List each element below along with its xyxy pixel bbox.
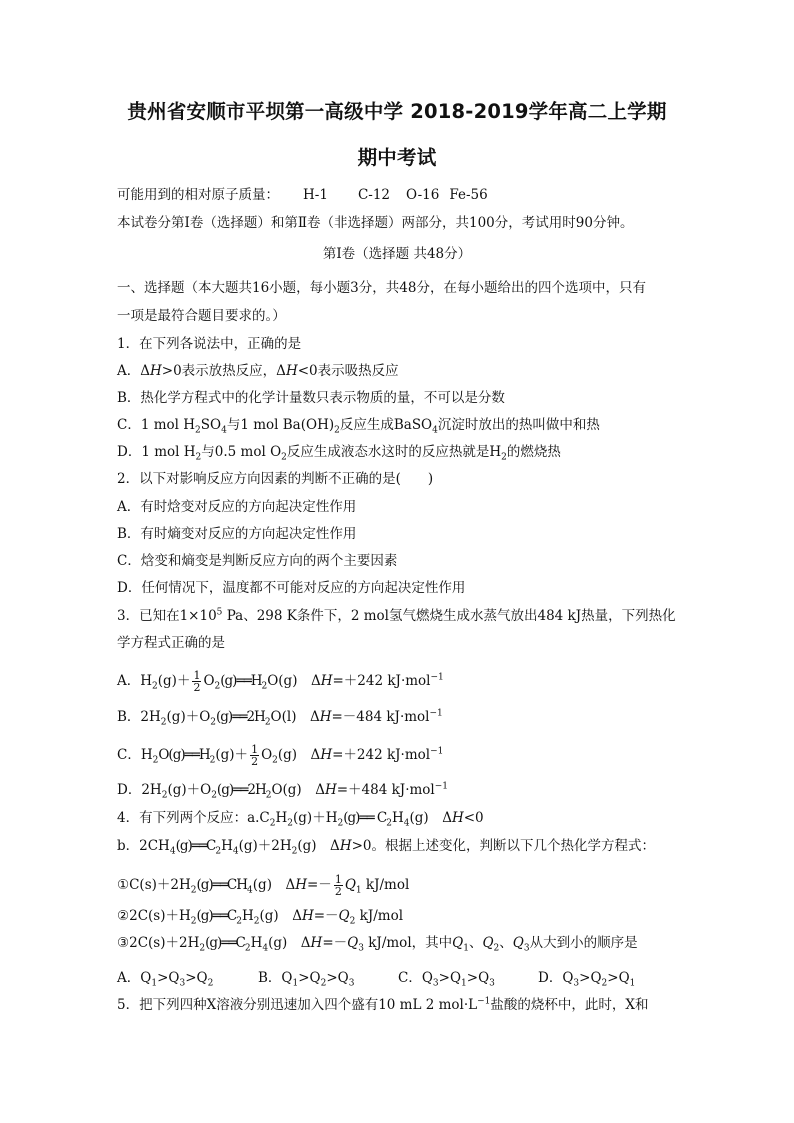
q2-option-d: D．任何情况下，温度都不可能对反应的方向起决定性作用 [117, 580, 466, 596]
q4-stem-line-1: 4．有下列两个反应：$a.C_2H_2(g)+H_2(g)══$ $C_2H_4(g)$ ΔH<0 [117, 810, 484, 829]
q4-option-a: A．$Q_1>Q_3>Q_2$ [117, 970, 214, 989]
q3-option-c: C．$H_2O(g)══H_2(g)+$ $\frac{1}{2}$ $O_2(g)$ ΔH=＋242 kJ·mol$^{-1}$ [117, 743, 444, 768]
atomic-mass-line [117, 186, 488, 204]
atomic-mass-fe: Fe-56 [449, 187, 488, 203]
q1-option-b: B．热化学方程式中的化学计量数只表示物质的量，不可以是分数 [117, 390, 505, 406]
exam-title-line-2: 期中考试 [357, 146, 437, 169]
q3-stem-line-2: 学方程式正确的是 [117, 635, 225, 651]
q4-option-b: B．$Q_1>Q_2>Q_3$ [258, 970, 355, 989]
q4-stem-line-2: b．$2CH_4(g)══C_2H_4(g)+2H_2(g)$ ΔH>0。根据上述变化，判断以下几个热化学方程式： [117, 838, 655, 857]
q3-option-b: B．$2H_2(g)+O_2(g)══2H_2O(l)$ ΔH=－484 kJ·mol$^{-1}$ [117, 708, 443, 728]
part1-header: 第Ⅰ卷（选择题 共48分） [322, 246, 472, 262]
q4-equation-2: $②2C(s)+H_2(g)══C_2H_2(g)$ $\Delta H=-Q_2$ kJ/mol [117, 908, 404, 927]
q1-option-a: A．ΔH>0表示放热反应，ΔH<0表示吸热反应 [117, 363, 399, 379]
q4-equation-3: $③2C(s)+2H_2(g)══C_2H_4(g)$ $\Delta H=-Q_3$ kJ/mol，其中$Q_1$、$Q_2$、$Q_3$从大到小的顺序是 [117, 935, 638, 954]
q4-option-d: D．$Q_3>Q_2>Q_1$ [538, 970, 636, 989]
fraction-one-half: $\frac{1}{2}$ [193, 669, 201, 694]
q2-stem: 2．以下对影响反应方向因素的判断不正确的是( ) [117, 471, 434, 487]
exam-title-line-1: 贵州省安顺市平坝第一高级中学 2018-2019学年高二上学期 [127, 100, 667, 123]
q2-option-a: A．有时焓变对反应的方向起决定性作用 [117, 499, 357, 515]
atomic-mass-o: O-16 [406, 187, 440, 203]
q1-option-d: D．1 mol $H_2$与0.5 mol $O_2$反应生成液态水这时的反应热就是$H_2$的燃烧热 [117, 444, 561, 463]
fraction-one-half: $\frac{1}{2}$ [251, 743, 259, 768]
q4-option-c: C．$Q_3>Q_1>Q_3$ [398, 970, 495, 989]
section1-instructions-line-2: 一项是最符合题目要求的。） [117, 308, 286, 324]
q3-option-d: D．$2H_2(g)+O_2(g)══2H_2O(g)$ ΔH=＋484 kJ·mol$^{-1}$ [117, 781, 449, 801]
fraction-one-half: $\frac{1}{2}$ [334, 873, 342, 898]
atomic-mass-label: 可能用到的相对原子质量： [117, 187, 279, 203]
exam-intro: 本试卷分第Ⅰ卷（选择题）和第Ⅱ卷（非选择题）两部分，共100分，考试用时90分钟。 [117, 215, 634, 231]
q1-option-c: C．1 mol $H_2SO_4$与1 mol $Ba(OH)_2$反应生成BaSO$_4$沉淀时放出的热叫做中和热 [117, 417, 600, 436]
atomic-mass-c: C-12 [357, 187, 391, 203]
q4-equation-1: $①C(s)+2H_2(g)══CH_4(g)$ ΔH=－ $\frac{1}{2}$ $Q_1$ kJ/mol [117, 873, 410, 898]
q2-option-c: C．焓变和熵变是判断反应方向的两个主要因素 [117, 553, 398, 569]
q5-stem-line-1: 5．把下列四种X溶液分别迅速加入四个盛有10 mL 2 $mol\cdot L^{-1}$盐酸的烧杯中，此时，X和 [117, 996, 649, 1013]
q3-stem-line-1: 3．已知在$1\times 10^5$ Pa、298 K条件下，2 mol氢气燃烧生成水蒸气放出484 kJ热量，下列热化 [117, 607, 676, 624]
section1-instructions-line-1: 一、选择题（本大题共16小题，每小题3分，共48分，在每小题给出的四个选项中，只有 [117, 280, 646, 296]
q3-option-a: A．$H_2(g)+$ $\frac{1}{2}$ $O_2(g)══H_2O(g)$ ΔH=＋242 kJ·mol$^{-1}$ [117, 669, 444, 694]
q1-stem: 1．在下列各说法中，正确的是 [117, 336, 302, 352]
atomic-mass-h: H-1 [303, 187, 328, 203]
q2-option-b: B．有时熵变对反应的方向起决定性作用 [117, 526, 357, 542]
